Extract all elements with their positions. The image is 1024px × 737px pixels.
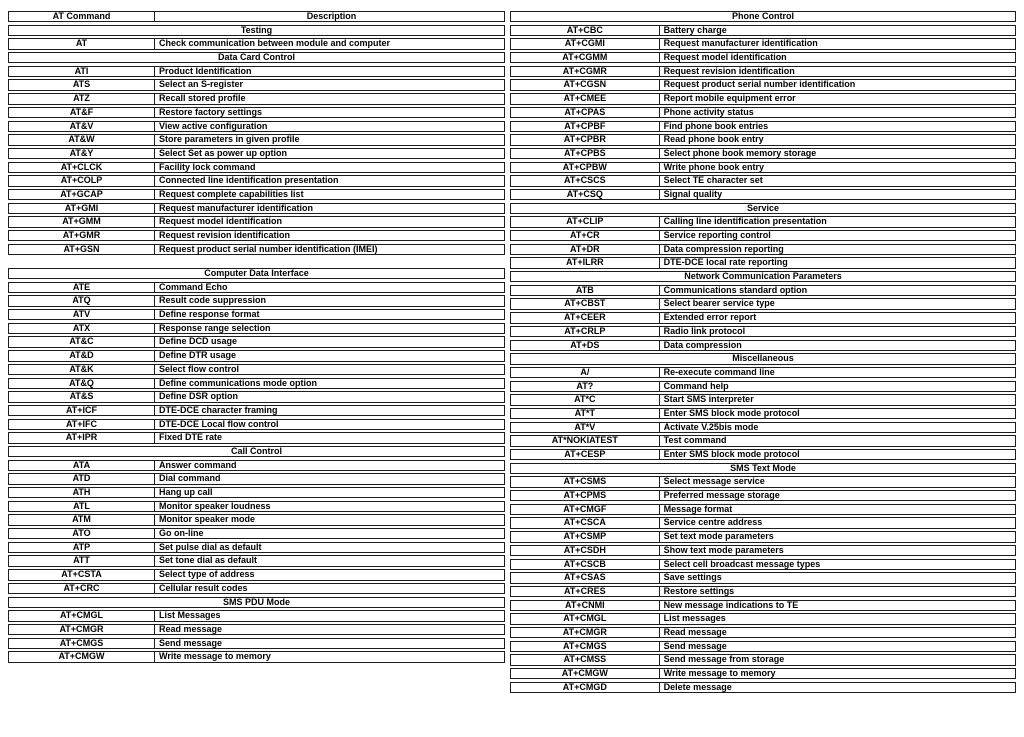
command-cell: AT+ICF (9, 406, 155, 415)
command-cell: AT+CMEE (511, 94, 660, 103)
table-row (8, 162, 505, 173)
command-cell: ATH (9, 488, 155, 497)
at-command-table-left-bottom (8, 268, 505, 665)
command-cell: AT+GMI (9, 204, 155, 213)
command-cell: ATV (9, 310, 155, 319)
description-cell: Select Set as power up option (159, 148, 288, 158)
command-cell: AT+CGMM (511, 53, 660, 62)
description-cell: Select bearer service type (663, 299, 775, 309)
table-row (8, 583, 505, 594)
description-cell: Battery charge (663, 25, 727, 35)
command-cell: AT+CBC (511, 26, 660, 35)
description-column-header: Description (306, 12, 357, 21)
command-cell: AT+GSN (9, 245, 155, 254)
command-cell: AT&V (9, 122, 155, 131)
table-row (8, 542, 505, 553)
table-row (510, 216, 1016, 227)
command-cell: AT+CSCB (511, 560, 660, 569)
command-cell: AT+COLP (9, 176, 155, 185)
command-cell: ATX (9, 324, 155, 333)
table-row (8, 569, 505, 580)
command-cell: AT&Q (9, 379, 155, 388)
table-row (510, 148, 1016, 159)
description-cell: New message indications to TE (663, 600, 799, 610)
description-cell: Result code suppression (159, 296, 267, 306)
table-row (8, 121, 505, 132)
table-header-row (8, 11, 505, 22)
command-cell: AT+CSTA (9, 570, 155, 579)
description-cell: Recall stored profile (159, 94, 246, 104)
command-cell: AT+CSAS (511, 573, 660, 582)
command-cell: AT+CR (511, 231, 660, 240)
table-row (510, 476, 1016, 487)
command-cell: AT*C (511, 395, 660, 404)
description-cell: Signal quality (663, 189, 723, 199)
description-cell: Command Echo (159, 282, 228, 292)
table-row (8, 364, 505, 375)
command-cell: AT+CPBS (511, 149, 660, 158)
table-row (510, 381, 1016, 392)
table-row (8, 432, 505, 443)
table-row (8, 487, 505, 498)
section-title: Network Communication Parameters (684, 272, 842, 282)
command-cell: AT+CGSN (511, 80, 660, 89)
table-row (510, 189, 1016, 200)
command-cell: AT+CLIP (511, 217, 660, 226)
description-cell: Cellular result codes (159, 583, 248, 593)
command-cell: AT+CMGW (511, 669, 660, 678)
description-cell: Select an S-register (159, 80, 244, 90)
table-row (510, 408, 1016, 419)
description-cell: Request manufacturer identification (159, 203, 314, 213)
description-cell: Hang up call (159, 488, 213, 497)
command-cell: AT*NOKIATEST (511, 436, 660, 445)
table-row (8, 473, 505, 484)
command-cell: AT+CRES (511, 587, 660, 596)
table-row (510, 367, 1016, 378)
command-cell: AT+CMGR (9, 625, 155, 634)
table-row (510, 613, 1016, 624)
description-cell: Check communication between module and computer (159, 39, 391, 49)
table-row (8, 282, 505, 293)
table-row (8, 175, 505, 186)
command-cell: AT+GCAP (9, 190, 155, 199)
description-cell: Go on-line (159, 529, 204, 539)
description-cell: Send message from storage (663, 655, 785, 665)
table-row (8, 107, 505, 118)
table-row (8, 336, 505, 347)
command-cell: ATP (9, 543, 155, 552)
command-cell: AT*T (511, 409, 660, 418)
command-cell: AT+DR (511, 245, 660, 254)
description-cell: Service reporting control (663, 231, 771, 240)
description-cell: Answer command (159, 460, 237, 470)
command-cell: AT+CPAS (511, 108, 660, 117)
description-cell: Fixed DTE rate (159, 433, 223, 443)
command-cell: AT? (511, 382, 660, 391)
table-row (510, 435, 1016, 446)
command-cell: ATE (9, 283, 155, 292)
table-row (8, 66, 505, 77)
command-cell: AT+CMGW (9, 652, 155, 661)
table-row (8, 638, 505, 649)
description-cell: Re-execute command line (663, 367, 775, 377)
command-cell: AT+CSCA (511, 518, 660, 527)
command-cell: AT&Y (9, 149, 155, 158)
at-command-table-left-top (8, 11, 505, 257)
command-cell: AT+CSCS (511, 176, 660, 185)
command-cell: AT+CPBR (511, 135, 660, 144)
table-row (510, 531, 1016, 542)
command-cell: AT+CSMS (511, 477, 660, 486)
table-row (510, 25, 1016, 36)
table-row (510, 134, 1016, 145)
table-row (8, 230, 505, 241)
command-cell: AT+CMGS (9, 639, 155, 648)
section-header-row (8, 597, 505, 608)
description-cell: Monitor speaker loudness (159, 501, 271, 511)
command-cell: AT+CMGF (511, 505, 660, 514)
description-cell: Find phone book entries (663, 121, 769, 131)
description-cell: Set pulse dial as default (159, 542, 262, 552)
description-cell: Connected line identification presentation (159, 176, 339, 186)
description-cell: Define communications mode option (159, 378, 318, 388)
section-header-row (510, 271, 1016, 282)
section-title: Miscellaneous (732, 354, 794, 364)
command-cell: ATQ (9, 296, 155, 305)
command-cell: AT (9, 39, 155, 48)
command-cell: ATA (9, 461, 155, 470)
table-row (8, 514, 505, 525)
command-cell: AT+CMGR (511, 628, 660, 637)
table-row (8, 610, 505, 621)
description-cell: Request revision identification (159, 231, 291, 240)
table-row (510, 517, 1016, 528)
description-cell: Test command (663, 436, 727, 446)
command-cell: AT+CPBW (511, 163, 660, 172)
table-row (510, 312, 1016, 323)
table-row (510, 490, 1016, 501)
description-cell: Write message to memory (159, 652, 271, 662)
command-cell: AT+CMGD (511, 683, 660, 692)
command-cell: AT+CGMR (511, 67, 660, 76)
command-cell: AT+CRLP (511, 327, 660, 336)
command-cell: AT+CNMI (511, 601, 660, 610)
description-cell: Request model identification (663, 53, 787, 63)
table-row (510, 627, 1016, 638)
description-cell: Facility lock command (159, 162, 256, 172)
table-row (510, 654, 1016, 665)
command-cell: AT+CLCK (9, 163, 155, 172)
table-row (8, 350, 505, 361)
description-cell: Data compression reporting (663, 244, 784, 254)
description-cell: Request complete capabilities list (159, 189, 304, 199)
table-row (510, 257, 1016, 268)
section-header-row (8, 268, 505, 279)
description-cell: Product Identification (159, 66, 252, 76)
description-cell: Read message (159, 624, 223, 634)
command-cell: AT+CEER (511, 313, 660, 322)
table-row (510, 38, 1016, 49)
description-cell: Report mobile equipment error (663, 94, 796, 104)
description-cell: Service centre address (663, 518, 763, 528)
command-cell: AT+DS (511, 341, 660, 350)
command-cell: ATS (9, 80, 155, 89)
description-cell: Select type of address (159, 570, 255, 580)
section-title: Testing (240, 25, 273, 35)
description-cell: Command help (663, 381, 729, 391)
description-cell: Define DSR option (159, 392, 239, 402)
table-row (510, 285, 1016, 296)
command-cell: ATM (9, 515, 155, 524)
command-column-header: AT Command (9, 12, 155, 21)
table-row (8, 624, 505, 635)
table-row (510, 586, 1016, 597)
command-cell: ATT (9, 556, 155, 565)
command-cell: AT+CRC (9, 584, 155, 593)
command-cell: A/ (511, 368, 660, 377)
command-cell: ATL (9, 502, 155, 511)
table-row (8, 134, 505, 145)
table-row (510, 600, 1016, 611)
table-row (510, 641, 1016, 652)
command-cell: ATB (511, 286, 660, 295)
description-cell: Define DCD usage (159, 337, 238, 347)
table-row (8, 405, 505, 416)
description-cell: Read phone book entry (663, 135, 764, 145)
command-cell: ATI (9, 67, 155, 76)
description-cell: Radio link protocol (663, 326, 746, 336)
command-cell: AT+CMGL (511, 614, 660, 623)
command-cell: ATO (9, 529, 155, 538)
table-row (8, 391, 505, 402)
description-cell: Extended error report (663, 313, 757, 323)
table-row (510, 682, 1016, 693)
command-cell: AT+IPR (9, 433, 155, 442)
section-title: Computer Data Interface (204, 269, 309, 278)
description-cell: Write message to memory (663, 669, 776, 678)
table-row (510, 121, 1016, 132)
command-cell: AT+CSDH (511, 546, 660, 555)
section-title: Call Control (231, 446, 282, 456)
table-row (8, 244, 505, 255)
command-cell: AT+ILRR (511, 258, 660, 267)
description-cell: Request manufacturer identification (663, 39, 818, 49)
table-row (510, 326, 1016, 337)
description-cell: Select message service (663, 477, 765, 487)
section-header-row (510, 353, 1016, 364)
description-cell: List Messages (159, 611, 221, 621)
description-cell: Dial command (159, 474, 221, 484)
command-cell: AT+CMGS (511, 642, 660, 651)
table-row (510, 422, 1016, 433)
table-row (510, 559, 1016, 570)
description-cell: Send message (159, 638, 223, 648)
table-row (8, 378, 505, 389)
table-row (510, 572, 1016, 583)
description-cell: Data compression (663, 340, 742, 350)
section-title: SMS Text Mode (730, 463, 796, 473)
description-cell: Delete message (663, 682, 732, 692)
command-cell: AT&F (9, 108, 155, 117)
section-title: Data Card Control (217, 53, 295, 63)
description-cell: Enter SMS block mode protocol (663, 408, 800, 418)
command-cell: AT+CBST (511, 299, 660, 308)
description-cell: Select TE character set (663, 176, 763, 186)
description-cell: Activate V.25bis mode (663, 422, 759, 432)
section-title: Service (746, 203, 780, 213)
command-cell: AT+CGMI (511, 39, 660, 48)
table-row (8, 460, 505, 471)
command-cell: AT+CMGL (9, 611, 155, 620)
table-row (8, 501, 505, 512)
description-cell: List messages (663, 614, 726, 624)
table-row (510, 175, 1016, 186)
description-cell: Select flow control (159, 364, 240, 374)
command-cell: AT+IFC (9, 420, 155, 429)
table-row (8, 216, 505, 227)
command-cell: AT&S (9, 392, 155, 401)
description-cell: Request product serial number identification (663, 80, 856, 90)
command-cell: AT&D (9, 351, 155, 360)
command-cell: AT+GMR (9, 231, 155, 240)
command-cell: ATD (9, 474, 155, 483)
command-cell: AT+CMSS (511, 655, 660, 664)
command-cell: AT+GMM (9, 217, 155, 226)
description-cell: Restore factory settings (159, 107, 263, 117)
command-cell: AT+CSQ (511, 190, 660, 199)
table-row (8, 555, 505, 566)
description-cell: Set text mode parameters (663, 532, 774, 542)
description-cell: DTE-DCE Local flow control (159, 419, 279, 429)
description-cell: Read message (663, 627, 727, 637)
description-cell: Preferred message storage (663, 491, 780, 501)
table-row (8, 79, 505, 90)
description-cell: Restore settings (663, 586, 735, 596)
table-row (510, 79, 1016, 90)
description-cell: Send message (663, 641, 727, 651)
at-command-table-right (510, 11, 1016, 695)
description-cell: Request product serial number identification (IMEI) (159, 244, 378, 254)
section-header-row (8, 52, 505, 63)
table-row (510, 93, 1016, 104)
table-row (510, 230, 1016, 241)
command-cell: ATZ (9, 94, 155, 103)
description-cell: Request model identification (159, 217, 283, 227)
section-header-row (510, 463, 1016, 474)
command-cell: AT+CSMP (511, 532, 660, 541)
section-title: Phone Control (732, 12, 794, 21)
description-cell: Write phone book entry (663, 162, 765, 172)
description-cell: Set tone dial as default (159, 556, 258, 566)
table-row (510, 162, 1016, 173)
command-cell: AT&W (9, 135, 155, 144)
description-cell: Save settings (663, 573, 722, 583)
table-row (510, 668, 1016, 679)
table-row (8, 38, 505, 49)
description-cell: DTE-DCE local rate reporting (663, 258, 788, 268)
table-row (8, 93, 505, 104)
description-cell: Show text mode parameters (663, 545, 784, 555)
table-row (510, 449, 1016, 460)
command-cell: AT+CPBF (511, 122, 660, 131)
table-row (510, 298, 1016, 309)
section-header-row (8, 25, 505, 36)
section-header-row (8, 446, 505, 457)
description-cell: DTE-DCE character framing (159, 405, 278, 415)
table-row (510, 340, 1016, 351)
table-row (510, 52, 1016, 63)
description-cell: Phone activity status (663, 107, 754, 117)
table-row (8, 148, 505, 159)
table-row (510, 394, 1016, 405)
description-cell: Response range selection (159, 323, 271, 333)
description-cell: Message format (663, 504, 733, 514)
description-cell: Define DTR usage (159, 351, 237, 361)
description-cell: Start SMS interpreter (663, 395, 754, 405)
description-cell: Enter SMS block mode protocol (663, 450, 800, 459)
table-row (510, 545, 1016, 556)
command-cell: AT+CESP (511, 450, 660, 459)
description-cell: View active configuration (159, 121, 268, 131)
description-cell: Select phone book memory storage (663, 148, 817, 158)
table-row (8, 309, 505, 320)
command-cell: AT&C (9, 337, 155, 346)
table-row (8, 189, 505, 200)
table-row (8, 419, 505, 430)
description-cell: Calling line identification presentation (663, 217, 827, 227)
section-header-row (510, 203, 1016, 214)
table-row (510, 66, 1016, 77)
command-cell: AT&K (9, 365, 155, 374)
table-row (510, 244, 1016, 255)
table-row (8, 203, 505, 214)
table-row (8, 295, 505, 306)
command-cell: AT*V (511, 423, 660, 432)
table-row (8, 528, 505, 539)
description-cell: Request revision identification (663, 66, 795, 76)
table-row (510, 504, 1016, 515)
description-cell: Communications standard option (663, 285, 808, 295)
section-title: SMS PDU Mode (222, 597, 290, 607)
table-row (8, 323, 505, 334)
table-row (8, 651, 505, 662)
description-cell: Store parameters in given profile (159, 135, 300, 145)
section-header-row (510, 11, 1016, 22)
description-cell: Select cell broadcast message types (663, 559, 821, 569)
table-row (510, 107, 1016, 118)
command-cell: AT+CPMS (511, 491, 660, 500)
description-cell: Define response format (159, 310, 260, 320)
description-cell: Monitor speaker mode (159, 515, 256, 525)
